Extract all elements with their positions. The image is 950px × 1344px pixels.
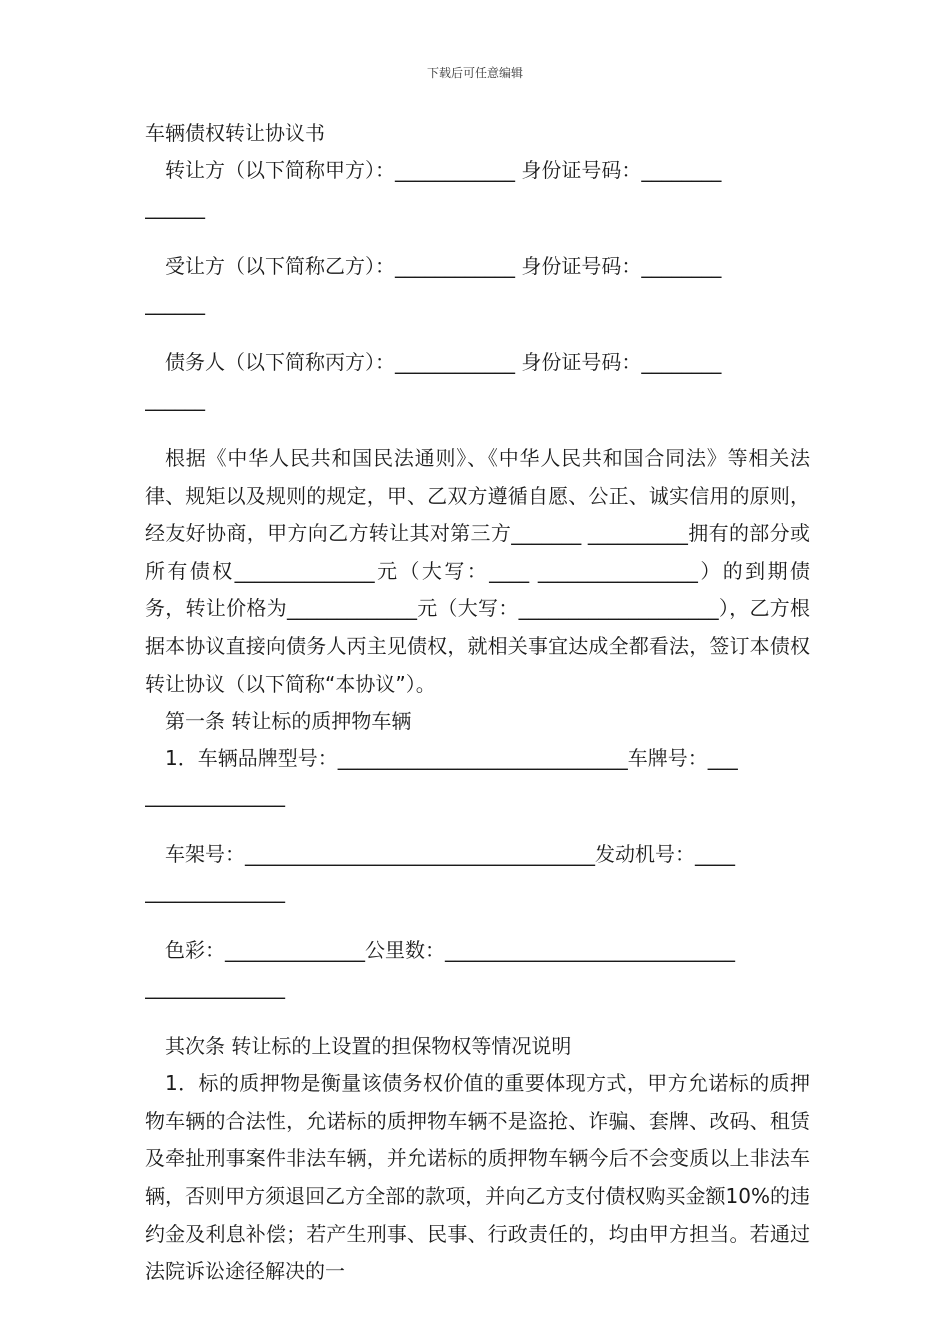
party-transferee bbox=[145, 248, 810, 322]
field-line: 转让方（以下简称甲方）：____________ 身份证号码：________ bbox=[165, 158, 722, 182]
field-line: 车架号：___________________________________发动机号：____ bbox=[165, 842, 735, 867]
field-line-continued: ______ bbox=[145, 387, 205, 411]
preamble-paragraph: 根据《中华人民共和国民法通则》、《中华人民共和国合同法》等相关法律、规矩以及规则的规定，甲、乙双方遵循自愿、公正、诚实信用的原则，经友好协商，甲方向乙方转让其对第三方_______ __________拥有的部分或所有债权______________元（大写：____ ________________）的到期债务，转让价格为_____________元（大写：____________________），乙方根据本协议直接向债务人丙主见债权，就相关事宜达成全都看法，签订本债权转让协议（以下简称“本协议”）。 bbox=[145, 446, 810, 696]
document-title: 车辆债权转让协议书 bbox=[145, 121, 325, 145]
field-line: 债务人（以下简称丙方）：____________ 身份证号码：________ bbox=[165, 350, 722, 374]
party-debtor bbox=[145, 344, 810, 418]
article1-heading: 第一条 转让标的质押物车辆 bbox=[165, 709, 412, 734]
article2-paragraph: 1．标的质押物是衡量该债务权价值的重要体现方式，甲方允诺标的质押物车辆的合法性，允诺标的质押物车辆不是盗抢、诈骗、套牌、改码、租赁及牵扯刑事案件非法车辆，并允诺标的质押物车辆今后不会变质以上非法车辆，否则甲方须退回乙方全部的款项，并向乙方支付债权购买金额10%的违约金及利息补偿；若产生刑事、民事、行政责任的，均由甲方担当。若通过法院诉讼途径解决的一 bbox=[145, 1071, 810, 1284]
vehicle-model-row bbox=[145, 740, 810, 814]
field-line: 色彩：______________公里数：_____________________________ bbox=[165, 938, 735, 963]
field-line-continued: ______ bbox=[145, 195, 205, 219]
field-line-continued: ______________ bbox=[145, 975, 285, 1000]
vehicle-color-row bbox=[145, 932, 810, 1006]
page-header-note: 下载后可任意编辑 bbox=[426, 66, 523, 80]
party-transferor bbox=[145, 152, 810, 226]
field-line: 受让方（以下简称乙方）：____________ 身份证号码：________ bbox=[165, 254, 722, 278]
field-line-continued: ______________ bbox=[145, 879, 285, 904]
field-line: 1．车辆品牌型号：_____________________________车牌号：___ bbox=[165, 746, 738, 771]
document-body bbox=[145, 115, 810, 1291]
article2-heading: 其次条 转让标的上设置的担保物权等情况说明 bbox=[165, 1034, 572, 1059]
field-line-continued: ______ bbox=[145, 291, 205, 315]
field-line-continued: ______________ bbox=[145, 783, 285, 808]
vehicle-frame-row bbox=[145, 836, 810, 910]
